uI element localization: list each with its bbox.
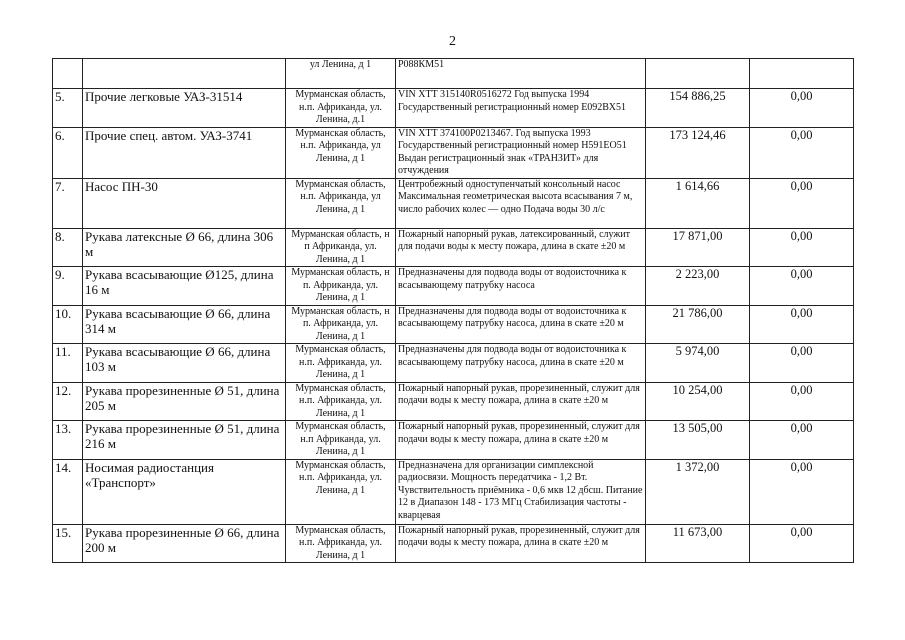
row-number-cell: 8. — [53, 228, 83, 267]
table-row — [53, 524, 854, 563]
address-cell: Мурманская область, н п. Африканда, ул. Ленина, д 1 — [286, 305, 396, 344]
row-number-cell: 12. — [53, 382, 83, 421]
description-cell: Пожарный напорный рукав, прорезиненный, служит для подачи воды к месту пожара, длина в скате ±20 м — [396, 421, 646, 460]
address-cell: Мурманская область, н.п. Африканда, ул Ленина, д 1 — [286, 127, 396, 178]
asset-name-cell: Носимая радиостанция «Транспорт» — [83, 459, 286, 524]
table-row — [53, 178, 854, 228]
description-cell: VIN XTT 315140R0516272 Год выпуска 1994 Государственный регистрационный номер Е092ВХ51 — [396, 89, 646, 128]
row-number-cell: 9. — [53, 267, 83, 306]
asset-name-cell: Прочие легковые УАЗ-31514 — [83, 89, 286, 128]
amount-cell: 173 124,46 — [646, 127, 750, 178]
address-cell: Мурманская область, н.п. Африканда, ул. Ленина, д.1 — [286, 89, 396, 128]
asset-name-cell: Насос ПН-30 — [83, 178, 286, 228]
amount-cell: 2 223,00 — [646, 267, 750, 306]
row-number-cell — [53, 59, 83, 89]
address-cell: Мурманская область, н п Африканда, ул. Ленина, д 1 — [286, 228, 396, 267]
residual-cell: 0,00 — [750, 382, 854, 421]
amount-cell: 11 673,00 — [646, 524, 750, 563]
residual-cell: 0,00 — [750, 267, 854, 306]
row-number-cell: 13. — [53, 421, 83, 460]
amount-cell: 21 786,00 — [646, 305, 750, 344]
residual-cell: 0,00 — [750, 228, 854, 267]
table-row — [53, 228, 854, 267]
asset-name-cell: Рукава всасывающие Ø 66, длина 314 м — [83, 305, 286, 344]
table-row — [53, 89, 854, 128]
row-number-cell: 14. — [53, 459, 83, 524]
row-number-cell: 10. — [53, 305, 83, 344]
amount-cell: 17 871,00 — [646, 228, 750, 267]
residual-cell: 0,00 — [750, 89, 854, 128]
residual-cell — [750, 59, 854, 89]
description-cell: Предназначена для организации симплексной радиосвязи. Мощность передатчика - 1,2 Вт. Чувствительность приёмника - 0,6 мкв 12 дбсш. Питание 12 в Диапазон 148 - 173 МГц Стабилизация частоты - кварцевая — [396, 459, 646, 524]
residual-cell: 0,00 — [750, 421, 854, 460]
address-cell: Мурманская область, н.п. Африканда, ул. Ленина, д 1 — [286, 344, 396, 383]
asset-name-cell: Прочие спец. автом. УАЗ-3741 — [83, 127, 286, 178]
residual-cell: 0,00 — [750, 344, 854, 383]
residual-cell: 0,00 — [750, 127, 854, 178]
description-cell: VIN XTT 374100Р0213467. Год выпуска 1993 Государственный регистрационный номер Н591ЕО51 Выдан регистрационный знак «ТРАНЗИТ» для отчуждения — [396, 127, 646, 178]
asset-name-cell: Рукава прорезиненные Ø 51, длина 216 м — [83, 421, 286, 460]
address-cell: Мурманская область, н.п Африканда, ул. Ленина, д 1 — [286, 421, 396, 460]
table-row — [53, 421, 854, 460]
asset-name-cell: Рукава прорезиненные Ø 51, длина 205 м — [83, 382, 286, 421]
description-cell: Пожарный напорный рукав, прорезиненный, служит для подачи воды к месту пожара, длина в скате ±20 м — [396, 524, 646, 563]
asset-name-cell: Рукава прорезиненные Ø 66, длина 200 м — [83, 524, 286, 563]
amount-cell: 1 614,66 — [646, 178, 750, 228]
table-row-continuation — [53, 59, 854, 89]
row-number-cell: 5. — [53, 89, 83, 128]
residual-cell: 0,00 — [750, 524, 854, 563]
table-row — [53, 459, 854, 524]
asset-name-cell: Рукава латексные Ø 66, длина 306 м — [83, 228, 286, 267]
address-cell: Мурманская область, н.п. Африканда, ул. Ленина, д 1 — [286, 524, 396, 563]
address-cell: Мурманская область, н п. Африканда, ул. Ленина, д 1 — [286, 267, 396, 306]
description-cell: Пожарный напорный рукав, латексированный, служит для подачи воды к месту пожара, длина в скате ±20 м — [396, 228, 646, 267]
row-number-cell: 15. — [53, 524, 83, 563]
amount-cell: 10 254,00 — [646, 382, 750, 421]
row-number-cell: 6. — [53, 127, 83, 178]
table-row — [53, 127, 854, 178]
description-cell: Пожарный напорный рукав, прорезиненный, служит для подачи воды к месту пожара, длина в скате ±20 м — [396, 382, 646, 421]
residual-cell: 0,00 — [750, 305, 854, 344]
description-cell: Предназначены для подвода воды от водоисточника к всасывающему патрубку насоса — [396, 267, 646, 306]
amount-cell: 1 372,00 — [646, 459, 750, 524]
address-cell: ул Ленина, д 1 — [286, 59, 396, 89]
description-cell: Р088КМ51 — [396, 59, 646, 89]
address-cell: Мурманская область, н.п. Африканда, ул. Ленина, д 1 — [286, 459, 396, 524]
table-row — [53, 267, 854, 306]
address-cell: Мурманская область, н.п. Африканда, ул Ленина, д 1 — [286, 178, 396, 228]
row-number-cell: 7. — [53, 178, 83, 228]
table-row — [53, 382, 854, 421]
description-cell: Центробежный одноступенчатый консольный насос Максимальная геометрическая высота всасывания 7 м, число рабочих колес — одно Подача воды 30 л/с — [396, 178, 646, 228]
amount-cell: 154 886,25 — [646, 89, 750, 128]
property-register-table — [52, 58, 854, 563]
page-number: 2 — [449, 34, 456, 49]
table-row — [53, 305, 854, 344]
asset-name-cell: Рукава всасывающие Ø125, длина 16 м — [83, 267, 286, 306]
description-cell: Предназначены для подвода воды от водоисточника к всасывающему патрубку насоса, длина в скате ±20 м — [396, 344, 646, 383]
address-cell: Мурманская область, н.п. Африканда, ул. Ленина, д 1 — [286, 382, 396, 421]
amount-cell: 13 505,00 — [646, 421, 750, 460]
residual-cell: 0,00 — [750, 459, 854, 524]
asset-name-cell: Рукава всасывающие Ø 66, длина 103 м — [83, 344, 286, 383]
amount-cell — [646, 59, 750, 89]
row-number-cell: 11. — [53, 344, 83, 383]
residual-cell: 0,00 — [750, 178, 854, 228]
table-row — [53, 344, 854, 383]
description-cell: Предназначены для подвода воды от водоисточника к всасывающему патрубку насоса, длина в скате ±20 м — [396, 305, 646, 344]
asset-name-cell — [83, 59, 286, 89]
amount-cell: 5 974,00 — [646, 344, 750, 383]
